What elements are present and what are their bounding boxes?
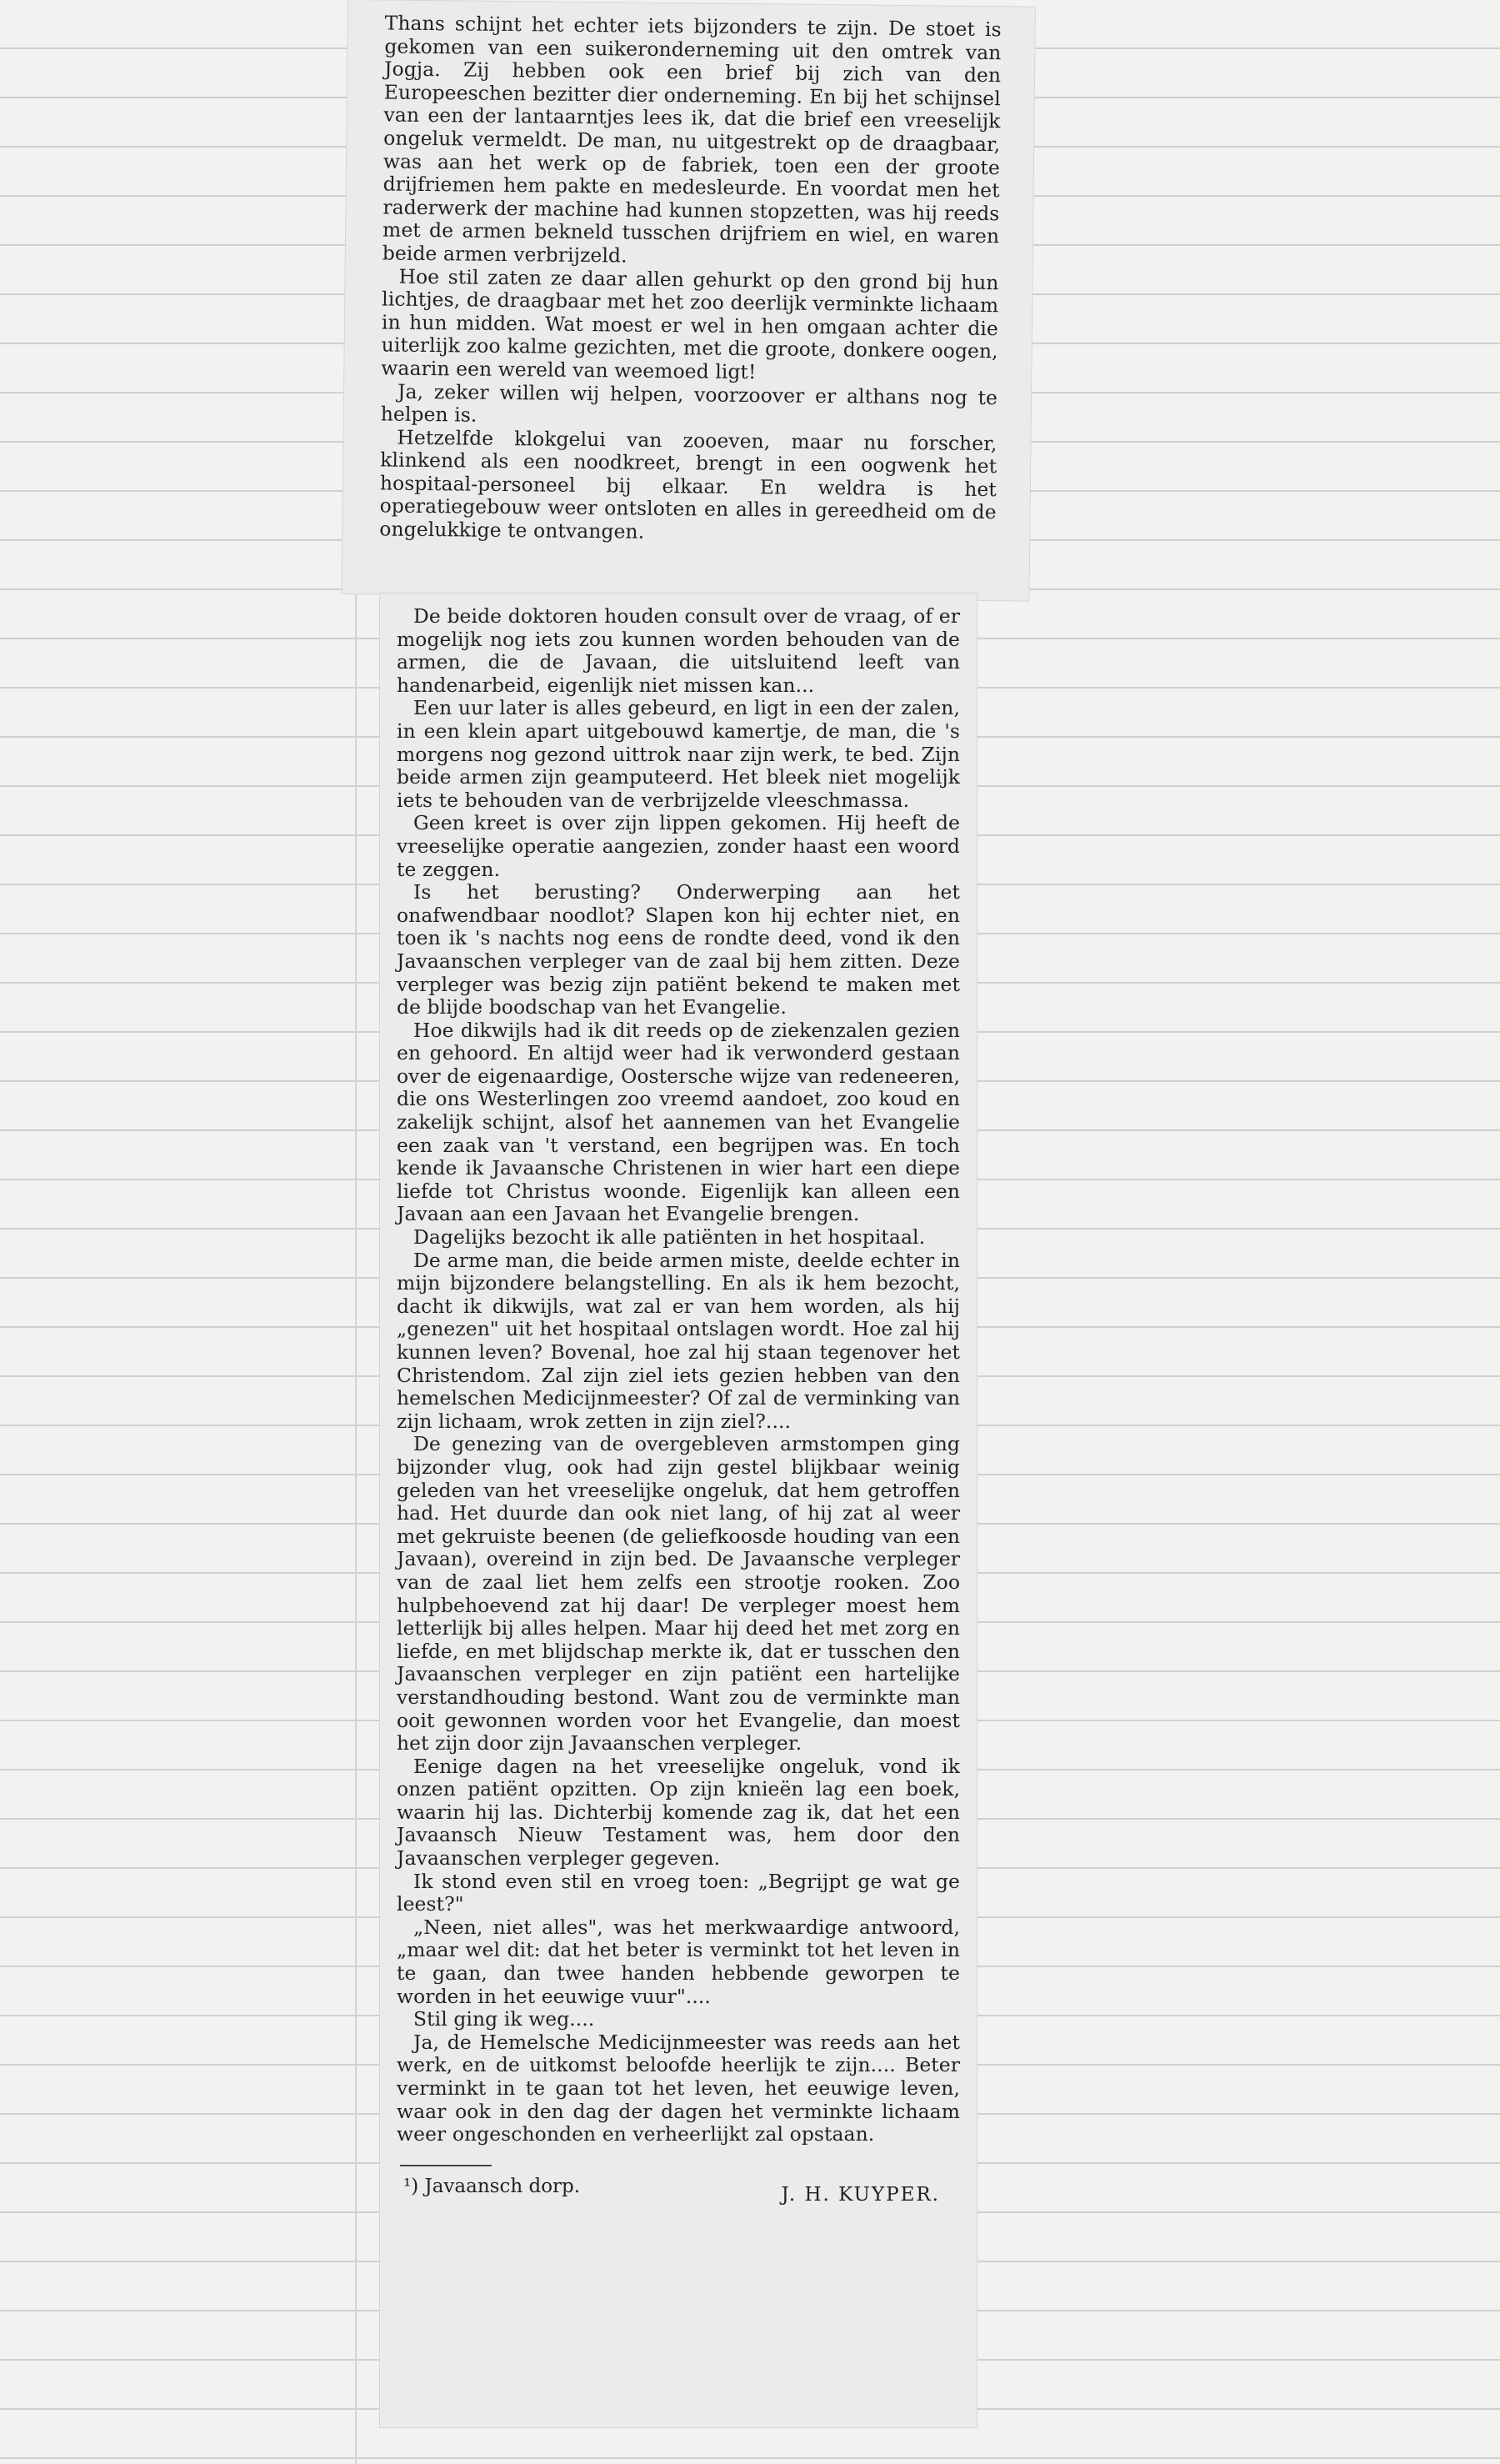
paragraph: Stil ging ik weg.... xyxy=(413,2007,595,2031)
paragraph: Is het berusting? Onderwerping aan het onafwendbaar noodlot? Slapen kon hij echter niet, en toen ik 's nachts nog eens de rondte deed, vond ik den Javaanschen verpleger van de zaal bij hem zitten. Deze verpleger was bezig zijn patiënt bekend te maken met de blijde boodschap van het Evangelie. xyxy=(397,880,960,1019)
paragraph: Geen kreet is over zijn lippen gekomen. Hij heeft de vreeselijke operatie aangezien, zonder haast een woord te zeggen. xyxy=(397,811,960,881)
paragraph: Ja, de Hemelsche Medicijnmeester was reeds aan het werk, en de uitkomst beloofde heerlijk te zijn.... Beter verminkt in te gaan tot het leven, het eeuwige leven, waar ook in den dag der dagen het verminkte lichaam weer ongeschonden en verheerlijkt zal opstaan. xyxy=(397,2030,960,2146)
paragraph: Ik stond even stil en vroeg toen: „Begrijpt ge wat ge leest?" xyxy=(397,1869,960,1916)
paragraph: Thans schijnt het echter iets bijzonders te zijn. De stoet is gekomen van een suikeronderneming uit den omtrek van Jogja. Zij hebben ook een brief bij zich van den Europeeschen bezitter dier onderneming. En bij het schijnsel van een der lantaarntjes lees ik, dat die brief een vreeselijk ongeluk vermeldt. De man, nu uitgestrekt op de draagbaar, was aan het werk op de fabriek, toen een der groote drijfriemen hem pakte en medesleurde. En voordat men het raderwerk der machine had kunnen stopzetten, was hij reeds met de armen bekneld tusschen drijfriem en wiel, en waren beide armen verbrijzeld. xyxy=(382,11,1002,268)
footnote-row xyxy=(397,2175,960,2206)
paragraph: De beide doktoren houden consult over de vraag, of er mogelijk nog iets zou kunnen worden behouden van de armen, die de Javaan, die uitsluitend leeft van handenarbeid, eigenlijk niet missen kan... xyxy=(397,604,960,697)
author-signature: J. H. KUYPER. xyxy=(781,2183,940,2206)
newspaper-clipping-bottom xyxy=(380,593,977,2427)
paragraph: Eenige dagen na het vreeselijke ongeluk, vond ik onzen patiënt opzitten. Op zijn knieën lag een boek, waarin hij las. Dichterbij komende zag ik, dat het een Javaansch Nieuw Testament was, hem door den Javaanschen verpleger gegeven. xyxy=(397,1754,960,1871)
paragraph: Ja, zeker willen wij helpen, voorzoover er althans nog te helpen is. xyxy=(380,379,998,427)
footnote-rule xyxy=(400,2165,492,2166)
paragraph: Hoe stil zaten ze daar allen gehurkt op den grond bij hun lichtjes, de draagbaar met het zoo deerlijk verminkte lichaam in hun midden. Wat moest er wel in hen omgaan achter die uiterlijk zoo kalme gezichten, met die groote, donkere oogen, waarin een wereld van weemoed ligt! xyxy=(381,264,999,384)
paragraph: „Neen, niet alles", was het merkwaardige antwoord, „maar wel dit: dat het beter is verminkt tot het leven in te gaan, dan twee handen hebbende geworpen te worden in het eeuwige vuur".... xyxy=(397,1915,960,2008)
paragraph: De arme man, die beide armen miste, deelde echter in mijn bijzondere belangstelling. En als ik hem bezocht, dacht ik dikwijls, wat zal er van hem worden, als hij „genezen" uit het hospitaal ontslagen wordt. Hoe zal hij kunnen leven? Bovenal, hoe zal hij staan tegenover het Christendom. Zal zijn ziel iets gezien hebben van den hemelschen Medicijnmeester? Of zal de verminking van zijn lichaam, wrok zetten in zijn ziel?.... xyxy=(397,1248,960,1433)
paragraph: Een uur later is alles gebeurd, en ligt in een der zalen, in een klein apart uitgebouwd kamertje, de man, die 's morgens nog gezond uittrok naar zijn werk, te bed. Zijn beide armen zijn geamputeerd. Het bleek niet mogelijk iets te behouden van de verbrijzelde vleeschmassa. xyxy=(397,696,960,812)
paragraph: Dagelijks bezocht ik alle patiënten in het hospitaal. xyxy=(413,1225,926,1250)
paragraph: Hoe dikwijls had ik dit reeds op de ziekenzalen gezien en gehoord. En altijd weer had ik verwonderd gestaan over de eigenaardige, Oostersche wijze van redeneeren, die ons Westerlingen zoo vreemd aandoet, zoo koud en zakelijk schijnt, alsof het aannemen van het Evangelie een zaak van 't verstand, een begrijpen was. En toch kende ik Javaansche Christenen in wier hart een diepe liefde tot Christus woonde. Eigenlijk kan alleen een Javaan aan een Javaan het Evangelie brengen. xyxy=(397,1018,960,1226)
newspaper-clipping-top xyxy=(342,0,1035,601)
footnote: ¹) Javaansch dorp. xyxy=(403,2175,581,2197)
paragraph: De genezing van de overgebleven armstompen ging bijzonder vlug, ook had zijn gestel blijkbaar weinig geleden van het vreeselijke ongeluk, dat hem getroffen had. Het duurde dan ook niet lang, of hij zat al weer met gekruiste beenen (de geliefkoosde houding van een Javaan), overeind in zijn bed. De Javaansche verpleger van de zaal liet hem zelfs een strootje rooken. Zoo hulpbehoevend zat hij daar! De verpleger moest hem letterlijk bij alles helpen. Maar hij deed het met zorg en liefde, en met blijdschap merkte ik, dat er tusschen den Javaanschen verpleger en zijn patiënt een hartelijke verstandhouding bestond. Want zou de verminkte man ooit gewonnen worden voor het Evangelie, dan moest het zijn door zijn Javaanschen verpleger. xyxy=(397,1432,960,1755)
paragraph: Hetzelfde klokgelui van zooeven, maar nu forscher, klinkend als een noodkreet, brengt in een oogwenk het hospitaal-personeel bij elkaar. En weldra is het operatiegebouw weer ontsloten en alles in gereedheid om de ongelukkige te ontvangen. xyxy=(379,425,998,543)
